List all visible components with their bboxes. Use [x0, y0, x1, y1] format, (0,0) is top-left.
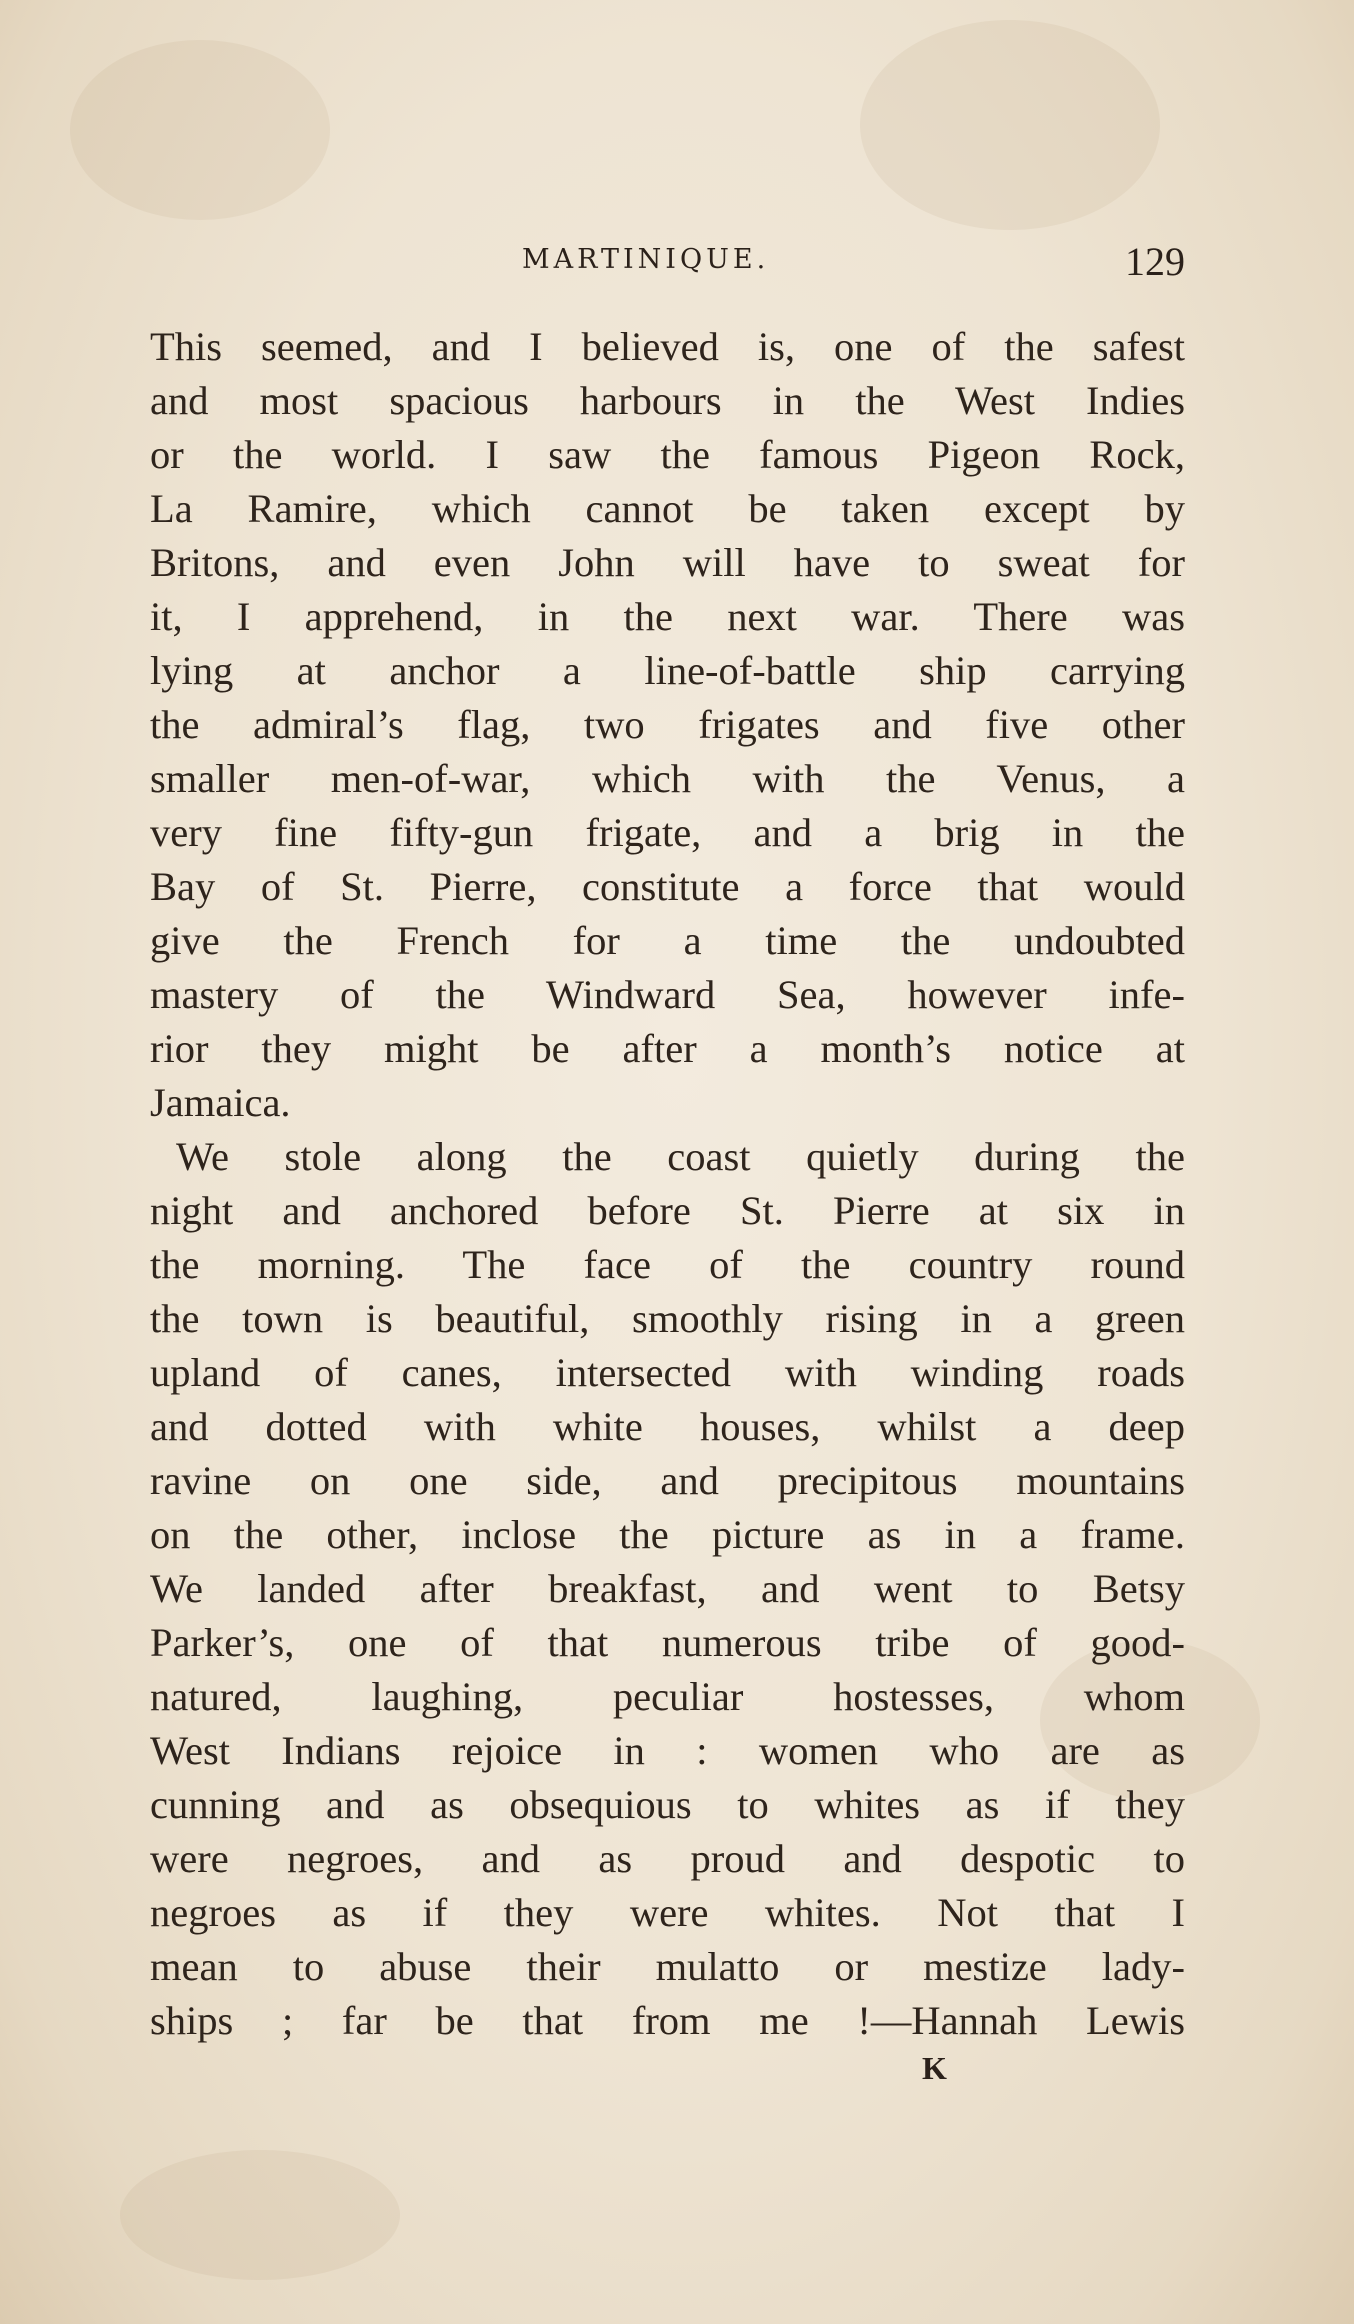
text-line: and most spacious harbours in the West Indies: [150, 378, 1185, 423]
paper-stain: [70, 40, 330, 220]
text-line: on the other, inclose the picture as in a frame.: [150, 1512, 1185, 1557]
text-line: This seemed, and I believed is, one of the safest: [150, 324, 1185, 369]
paper-stain: [120, 2150, 400, 2280]
paper-stain: [860, 20, 1160, 230]
running-head: MARTINIQUE.: [522, 244, 770, 275]
text-line: ships ; far be that from me !—Hannah Lewis: [150, 1998, 1185, 2043]
text-line: and dotted with white houses, whilst a deep: [150, 1404, 1185, 1449]
text-line: the town is beautiful, smoothly rising in a green: [150, 1296, 1185, 1341]
text-line: La Ramire, which cannot be taken except by: [150, 486, 1185, 531]
text-line: lying at anchor a line-of-battle ship carrying: [150, 648, 1185, 693]
text-line: Bay of St. Pierre, constitute a force that would: [150, 864, 1185, 909]
text-line: mean to abuse their mulatto or mestize lady-: [150, 1944, 1185, 1989]
text-line: natured, laughing, peculiar hostesses, whom: [150, 1674, 1185, 1719]
text-line: negroes as if they were whites. Not that I: [150, 1890, 1185, 1935]
text-line: smaller men-of-war, which with the Venus, a: [150, 756, 1185, 801]
text-line: Britons, and even John will have to sweat for: [150, 540, 1185, 585]
text-line: rior they might be after a month’s notice at: [150, 1026, 1185, 1071]
text-line: We landed after breakfast, and went to Betsy: [150, 1566, 1185, 1611]
text-line: night and anchored before St. Pierre at six in: [150, 1188, 1185, 1233]
text-line: cunning and as obsequious to whites as if they: [150, 1782, 1185, 1827]
text-line: or the world. I saw the famous Pigeon Rock,: [150, 432, 1185, 477]
text-line: ravine on one side, and precipitous mountains: [150, 1458, 1185, 1503]
text-line: upland of canes, intersected with winding roads: [150, 1350, 1185, 1395]
text-line-paragraph-end: Jamaica.: [150, 1080, 291, 1125]
text-line: it, I apprehend, in the next war. There was: [150, 594, 1185, 639]
text-line: Parker’s, one of that numerous tribe of good-: [150, 1620, 1185, 1665]
text-line: the morning. The face of the country round: [150, 1242, 1185, 1287]
text-line: give the French for a time the undoubted: [150, 918, 1185, 963]
text-line: mastery of the Windward Sea, however infe-: [150, 972, 1185, 1017]
text-line: very fine fifty-gun frigate, and a brig in the: [150, 810, 1185, 855]
text-line: were negroes, and as proud and despotic to: [150, 1836, 1185, 1881]
page-number: 129: [1125, 239, 1185, 284]
text-line: the admiral’s flag, two frigates and five other: [150, 702, 1185, 747]
text-line: West Indians rejoice in : women who are as: [150, 1728, 1185, 1773]
page-header: [150, 238, 1185, 298]
text-line-paragraph-start: We stole along the coast quietly during the: [176, 1134, 1185, 1179]
signature-mark: K: [922, 2050, 947, 2086]
body-text: [150, 320, 1185, 2048]
